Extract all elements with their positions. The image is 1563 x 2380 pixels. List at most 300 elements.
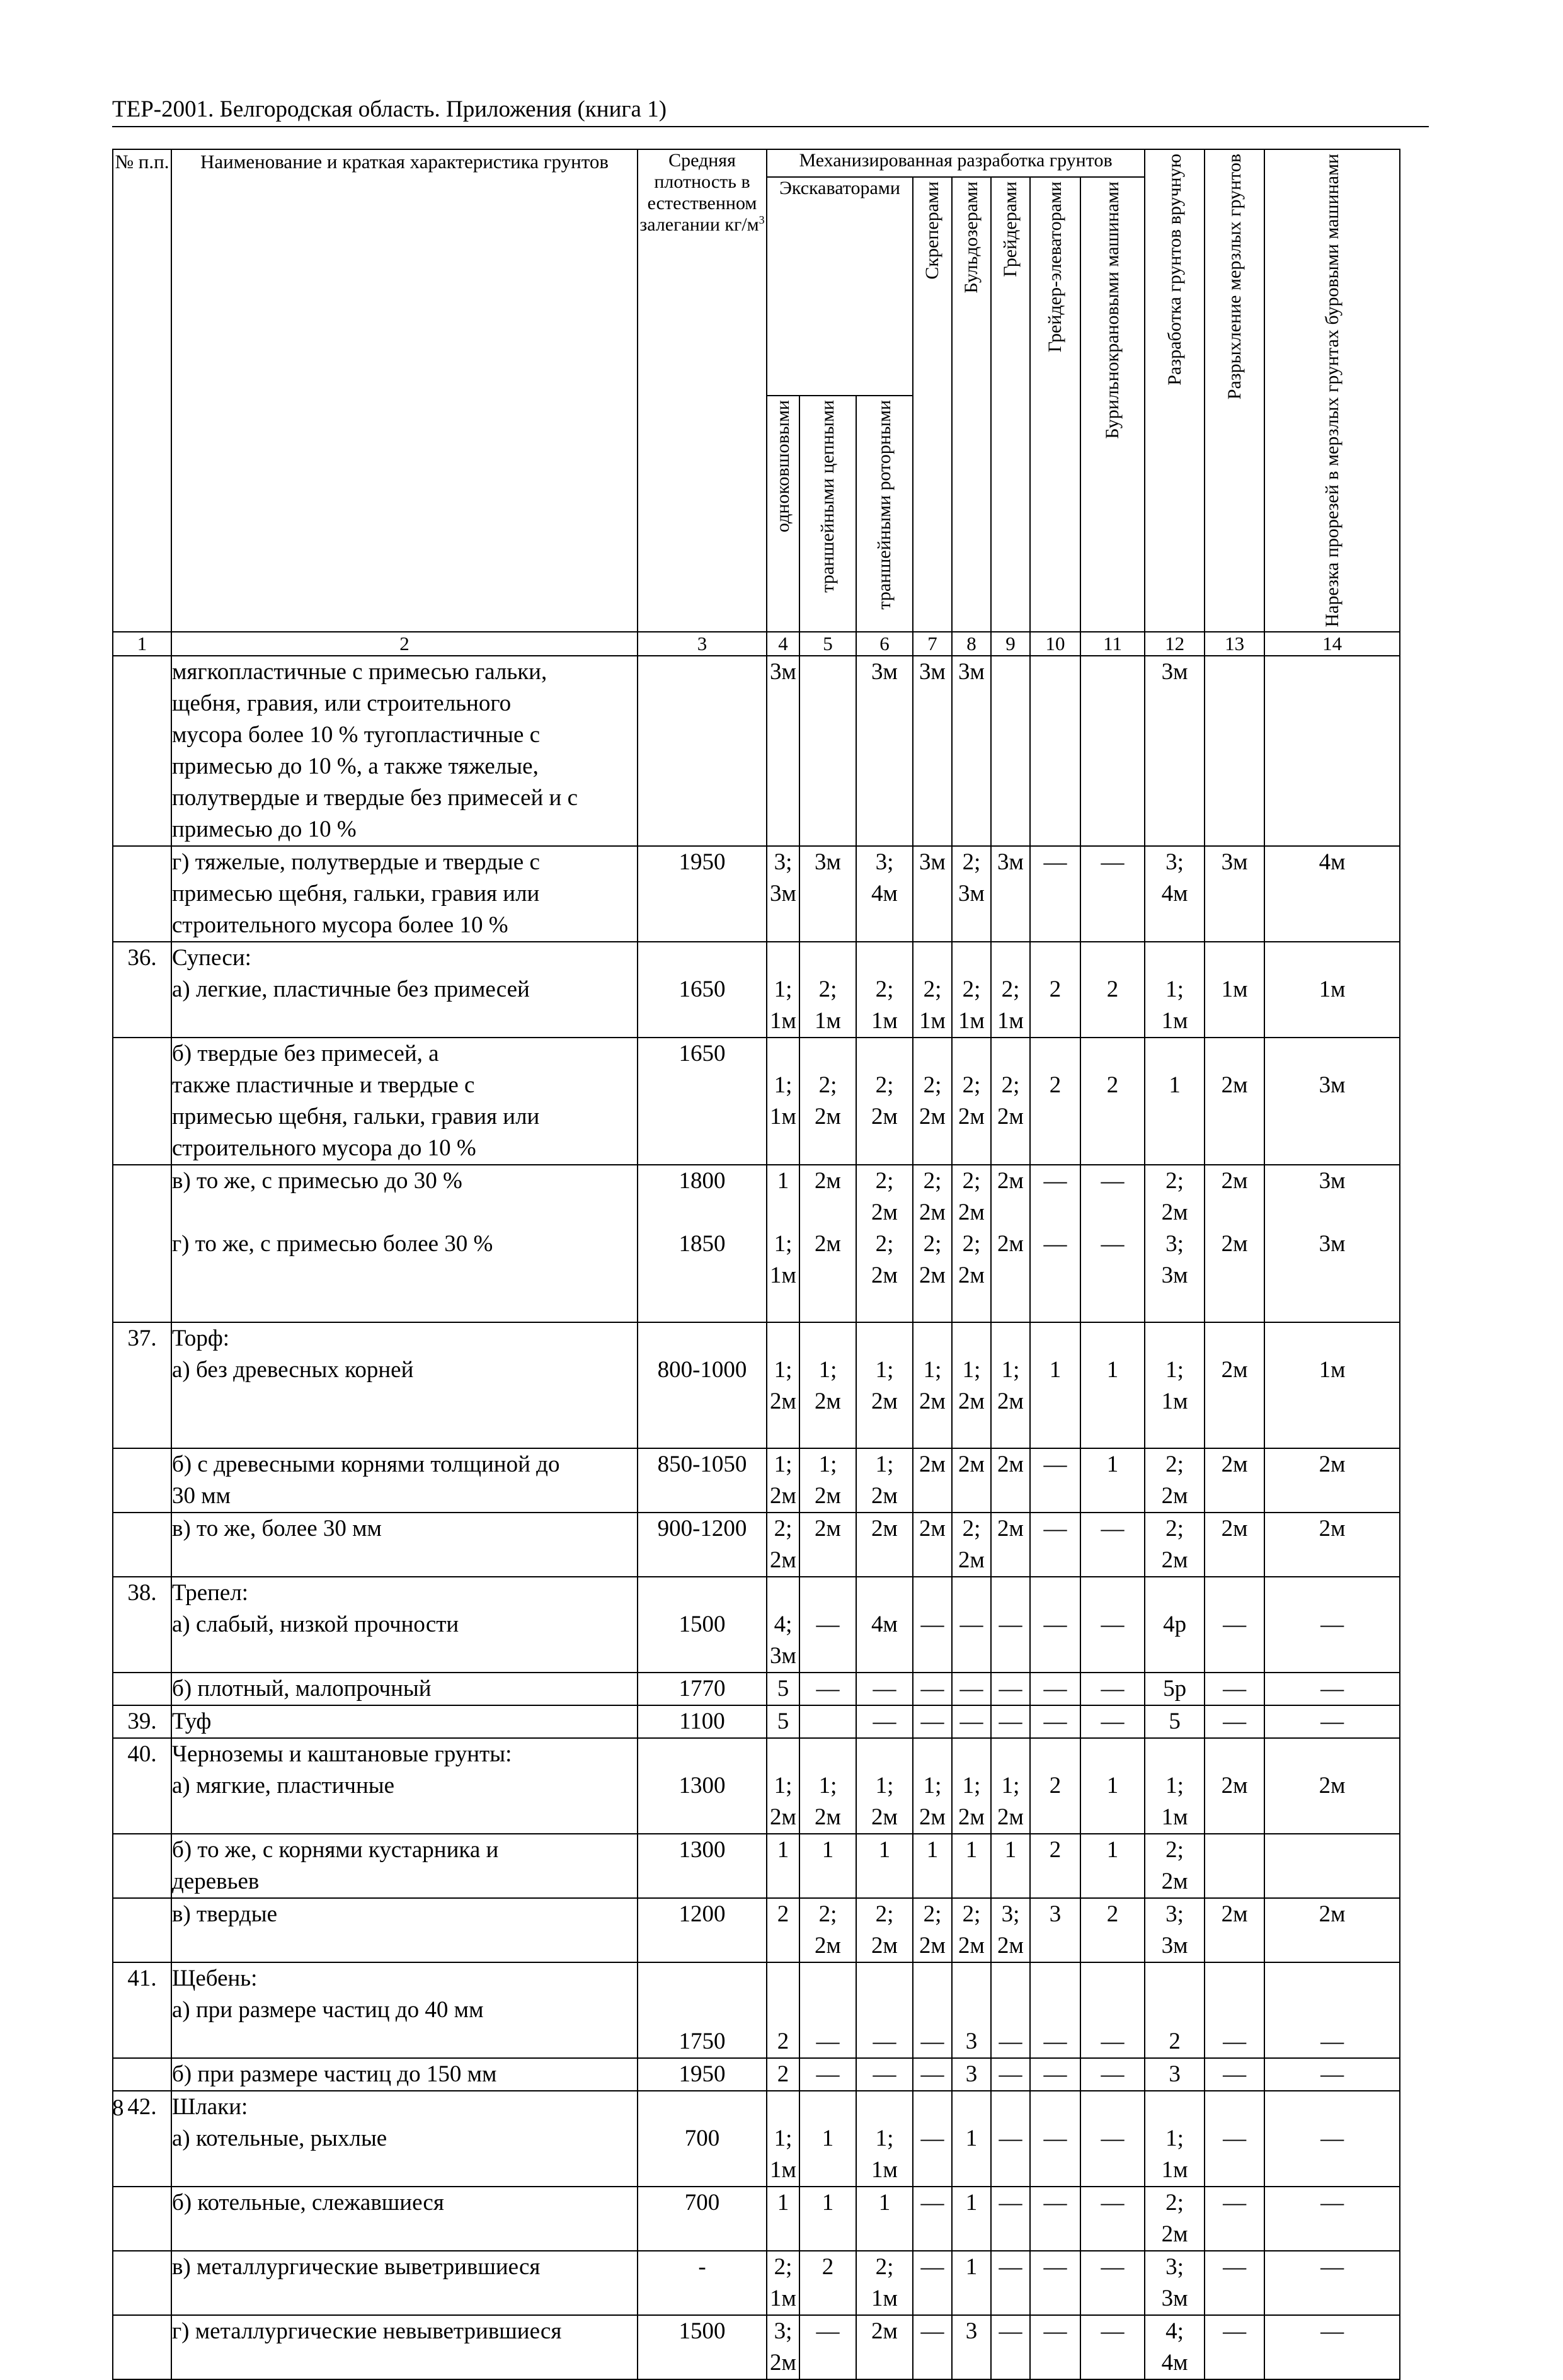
method-value — [1264, 2251, 1400, 2315]
method-value-text: 2м — [770, 1482, 796, 1509]
method-value-text: 1; — [774, 2125, 793, 2151]
soil-name-line: примесью до 10 % — [172, 816, 357, 842]
method-value-text: 3м — [958, 880, 985, 907]
soil-name-line: а) легкие, пластичные без примесей — [172, 976, 530, 1002]
column-number: 6 — [856, 632, 913, 656]
method-value — [991, 1738, 1030, 1834]
method-value-text: — — [1101, 2028, 1125, 2054]
method-value — [913, 1577, 952, 1673]
method-value-text: 1; — [774, 1772, 793, 1799]
method-value-text: 2; — [1001, 1072, 1020, 1098]
col-header-scrapers-text: Скреперами — [922, 181, 942, 280]
method-value-text: — — [873, 1708, 896, 1734]
method-value-text: 2м — [919, 1451, 946, 1477]
method-value — [1145, 2187, 1205, 2251]
method-value-text: 2; — [875, 1072, 894, 1098]
method-value — [799, 1513, 856, 1577]
row-number — [113, 846, 171, 942]
method-value-text: 2; — [923, 976, 942, 1002]
soil-name — [171, 1513, 638, 1577]
method-value-text: — — [1101, 2189, 1125, 2216]
method-value — [1205, 1038, 1264, 1165]
method-value — [1080, 1898, 1145, 1962]
soil-name-line: также пластичные и твердые с — [172, 1072, 475, 1098]
method-value-text: 3; — [1165, 1230, 1184, 1257]
method-value-text: — — [1320, 2189, 1344, 2216]
method-value — [991, 1962, 1030, 2058]
column-number: 4 — [767, 632, 799, 656]
method-value — [952, 846, 991, 942]
method-value-text: — — [1043, 1611, 1067, 1637]
method-value-text: 2м — [770, 1804, 796, 1830]
method-value — [799, 942, 856, 1038]
soil-name-line: полутвердые и твердые без примесей и с — [172, 784, 578, 811]
method-value-text: 2м — [815, 1103, 841, 1130]
method-value — [799, 1898, 856, 1962]
method-value — [1080, 1322, 1145, 1448]
soil-name-line: б) котельные, слежавшиеся — [172, 2189, 444, 2216]
method-value — [991, 1898, 1030, 1962]
method-value-text: — — [1043, 1230, 1067, 1257]
method-value — [1030, 1834, 1080, 1898]
method-value-text: 2; — [774, 1515, 793, 1542]
method-value — [1205, 1738, 1264, 1834]
method-value — [1080, 1448, 1145, 1513]
method-value-text: — — [1320, 1708, 1344, 1734]
method-value-text: 3м — [770, 880, 796, 907]
method-value-text: 1 — [1004, 1836, 1017, 1863]
method-value — [913, 2251, 952, 2315]
method-value-text: 1м — [871, 2156, 898, 2183]
col-header-density-sup: 3 — [759, 214, 765, 226]
row-number — [113, 1038, 171, 1165]
col-header-density — [638, 149, 767, 632]
method-value — [991, 1577, 1030, 1673]
method-value-text: 1; — [875, 1772, 894, 1799]
method-value-text: 1; — [923, 1356, 942, 1383]
method-value — [1205, 656, 1264, 846]
method-value — [991, 1448, 1030, 1513]
method-value — [1145, 846, 1205, 942]
table-row — [113, 656, 1400, 846]
col-header-name: Наименование и краткая характеристика грунтов — [171, 149, 638, 632]
method-value-text: 2м — [997, 1167, 1024, 1194]
method-value-text: 2 — [1106, 976, 1119, 1002]
method-value-text: 1; — [818, 1356, 837, 1383]
soil-name-line: б) при размере частиц до 150 мм — [172, 2061, 497, 2087]
method-value-text: — — [1223, 2028, 1247, 2054]
table-row — [113, 942, 1400, 1038]
method-value — [952, 656, 991, 846]
method-value-text: 1 — [965, 1836, 978, 1863]
method-value-text: 1 — [1106, 1356, 1119, 1383]
row-number — [113, 1898, 171, 1962]
method-value-text: 1м — [770, 1007, 796, 1034]
method-value — [1264, 1165, 1400, 1322]
density-value — [638, 1322, 767, 1448]
method-value-text: 2; — [962, 1072, 981, 1098]
method-value-text: 2м — [871, 1262, 898, 1288]
method-value-text: — — [816, 1611, 840, 1637]
soil-name — [171, 1738, 638, 1834]
soil-name — [171, 656, 638, 846]
method-value-text: — — [920, 1611, 944, 1637]
method-value-text: — — [1043, 2189, 1067, 2216]
method-value-text: 2м — [1161, 1199, 1188, 1225]
method-value-text: — — [1320, 1611, 1344, 1637]
soil-name — [171, 1448, 638, 1513]
method-value-text: 2; — [1165, 2189, 1184, 2216]
column-number: 1 — [113, 632, 171, 656]
soil-name-line: а) мягкие, пластичные — [172, 1772, 395, 1799]
method-value-text: 2м — [815, 1804, 841, 1830]
method-value-text: 2м — [1221, 1167, 1248, 1194]
method-value-text: 2м — [919, 1804, 946, 1830]
column-number: 13 — [1205, 632, 1264, 656]
method-value — [913, 2187, 952, 2251]
method-value — [1145, 2058, 1205, 2091]
method-value — [767, 1038, 799, 1165]
method-value-text: 1 — [822, 2189, 834, 2216]
soil-name-line: а) котельные, рыхлые — [172, 2125, 387, 2151]
method-value-text: — — [1101, 1230, 1125, 1257]
method-value — [799, 2187, 856, 2251]
method-value-text: 1м — [770, 2285, 796, 2311]
column-number: 2 — [171, 632, 638, 656]
row-number — [113, 2251, 171, 2315]
method-value — [1145, 1322, 1205, 1448]
method-value — [952, 1834, 991, 1898]
density-text: 800-1000 — [657, 1356, 747, 1383]
method-value-text: 1м — [770, 1262, 796, 1288]
col-header-cutting — [1264, 149, 1400, 632]
method-value — [799, 656, 856, 846]
density-value — [638, 1705, 767, 1738]
method-value-text: — — [1320, 2028, 1344, 2054]
method-value-text: 1 — [1106, 1836, 1119, 1863]
method-value — [913, 1705, 952, 1738]
density-value — [638, 2187, 767, 2251]
method-value-text: 2м — [1221, 1901, 1248, 1927]
method-value — [1205, 1513, 1264, 1577]
method-value — [1264, 1834, 1400, 1898]
page-number: 8 — [112, 2095, 124, 2121]
method-value-text: 5 — [1169, 1708, 1181, 1734]
method-value-text: 2 — [1049, 1836, 1062, 1863]
method-value — [913, 1673, 952, 1705]
method-value — [799, 2251, 856, 2315]
method-value — [991, 1165, 1030, 1322]
method-value-text: 3 — [1169, 2061, 1181, 2087]
method-value — [1205, 1165, 1264, 1322]
method-value-text: 2м — [919, 1103, 946, 1130]
method-value-text: 1 — [1049, 1356, 1062, 1383]
method-value-text: 4; — [774, 1611, 793, 1637]
method-value — [1145, 1705, 1205, 1738]
header-rule — [112, 126, 1429, 127]
method-value-text: 1 — [1169, 1072, 1181, 1098]
method-value-text: 2м — [1319, 1451, 1346, 1477]
density-text: 700 — [684, 2189, 720, 2216]
method-value-text: 2; — [962, 1515, 981, 1542]
method-value-text: — — [816, 2061, 840, 2087]
method-value — [799, 1834, 856, 1898]
method-value-text: — — [1320, 2061, 1344, 2087]
method-value — [991, 1834, 1030, 1898]
col-header-manual-text: Разработка грунтов вручную — [1164, 154, 1185, 386]
method-value-text: — — [816, 2028, 840, 2054]
method-value — [1030, 2187, 1080, 2251]
method-value-text: — — [999, 1708, 1022, 1734]
method-value — [1080, 1673, 1145, 1705]
method-value — [1145, 1577, 1205, 1673]
method-value — [913, 1738, 952, 1834]
method-value — [913, 2091, 952, 2187]
soil-name — [171, 2058, 638, 2091]
method-value-text: — — [1101, 2061, 1125, 2087]
method-value-text: — — [920, 2189, 944, 2216]
method-value — [1145, 656, 1205, 846]
col-header-grader-elevators-text: Грейдер-элеваторами — [1045, 181, 1065, 353]
soil-name-line: деревьев — [172, 1868, 260, 1894]
density-text: 1850 — [678, 1230, 726, 1257]
col-header-scrapers — [913, 177, 952, 632]
method-value — [1264, 2058, 1400, 2091]
density-value — [638, 1738, 767, 1834]
method-value — [799, 2091, 856, 2187]
density-value — [638, 1165, 767, 1322]
value-spacer — [1031, 1197, 1080, 1228]
soil-name-line: Шлаки: — [172, 2093, 248, 2120]
method-value — [1264, 1322, 1400, 1448]
method-value — [1205, 1322, 1264, 1448]
col-header-manual — [1145, 149, 1205, 632]
method-value-text: 2м — [871, 1932, 898, 1959]
method-value-text: 1м — [871, 2285, 898, 2311]
method-value — [1205, 846, 1264, 942]
soil-name-line: примесью щебня, гальки, гравия или — [172, 880, 540, 907]
col-header-single-bucket-text: одноковшовыми — [772, 399, 793, 532]
value-spacer — [1265, 1197, 1399, 1228]
method-value — [1145, 1738, 1205, 1834]
method-value — [1264, 2187, 1400, 2251]
method-value — [913, 1448, 952, 1513]
method-value-text: 5 — [777, 1675, 789, 1702]
method-value — [767, 1165, 799, 1322]
method-value-text: 2; — [1001, 976, 1020, 1002]
density-text: 1500 — [678, 1611, 726, 1637]
density-text: 1300 — [678, 1772, 726, 1799]
density-text: 1950 — [678, 2061, 726, 2087]
col-header-trench-chain — [799, 396, 856, 632]
method-value — [767, 1577, 799, 1673]
table-row — [113, 2091, 1400, 2187]
method-value — [952, 1962, 991, 2058]
soil-name — [171, 1038, 638, 1165]
method-value-text: 2; — [818, 1901, 837, 1927]
soil-name-line: строительного мусора более 10 % — [172, 912, 508, 938]
method-value-text: 4; — [1165, 2318, 1184, 2344]
method-value-text: 2м — [958, 1932, 985, 1959]
method-value-text: 2м — [815, 1482, 841, 1509]
method-value-text: — — [920, 2061, 944, 2087]
method-value — [856, 1038, 913, 1165]
density-value — [638, 1834, 767, 1898]
method-value-text: 3; — [875, 849, 894, 875]
method-value — [1205, 1673, 1264, 1705]
method-value-text: 3 — [965, 2061, 978, 2087]
method-value-text: — — [999, 1611, 1022, 1637]
method-value — [1264, 1738, 1400, 1834]
method-value-text: 1 — [965, 2253, 978, 2280]
row-number: 36. — [113, 942, 171, 1038]
col-header-cutting-text: Нарезка прорезей в мерзлых грунтах буровыми машинами — [1321, 154, 1343, 627]
method-value-text: 2м — [919, 1932, 946, 1959]
soil-name-line: б) с древесными корнями толщиной до — [172, 1451, 560, 1477]
method-value — [1264, 1898, 1400, 1962]
method-value-text: — — [1043, 2028, 1067, 2054]
density-text: 1650 — [678, 1040, 726, 1067]
method-value — [1264, 1705, 1400, 1738]
soil-name — [171, 1577, 638, 1673]
method-value-text: 1м — [871, 1007, 898, 1034]
method-value-text: 2м — [958, 1451, 985, 1477]
method-value — [1205, 942, 1264, 1038]
method-value-text: 2; — [962, 1230, 981, 1257]
method-value-text: — — [873, 2028, 896, 2054]
method-value — [856, 1673, 913, 1705]
method-value-text: 2; — [1165, 1515, 1184, 1542]
method-value-text: 2м — [815, 1167, 841, 1194]
density-value — [638, 1448, 767, 1513]
soil-name — [171, 1898, 638, 1962]
method-value — [1030, 2091, 1080, 2187]
method-value-text: 1; — [923, 1772, 942, 1799]
density-text: - — [698, 2253, 706, 2280]
method-value-text: 4м — [871, 1611, 898, 1637]
soil-name-line: Супеси: — [172, 944, 251, 971]
method-value-text: 3м — [1161, 2285, 1188, 2311]
method-value-text: 1м — [1319, 1356, 1346, 1383]
method-value-text: 2; — [923, 1901, 942, 1927]
density-value — [638, 2251, 767, 2315]
method-value-text: 2; — [875, 2253, 894, 2280]
method-value — [1030, 2315, 1080, 2379]
method-value-text: 2м — [871, 1103, 898, 1130]
value-spacer — [767, 1197, 799, 1228]
density-text: 700 — [684, 2125, 720, 2151]
method-value-text: — — [1101, 2253, 1125, 2280]
method-value — [1145, 1673, 1205, 1705]
method-value-text: — — [1043, 1515, 1067, 1542]
method-value-text: — — [1320, 2253, 1344, 2280]
row-number — [113, 1513, 171, 1577]
table-row — [113, 1738, 1400, 1834]
method-value — [1264, 656, 1400, 846]
method-value-text: — — [816, 1675, 840, 1702]
method-value-text: 2м — [1161, 1868, 1188, 1894]
method-value — [1080, 1513, 1145, 1577]
method-value-text: 2; — [962, 976, 981, 1002]
method-value — [856, 2187, 913, 2251]
soil-name — [171, 1322, 638, 1448]
soil-name-line: в) то же, более 30 мм — [172, 1515, 382, 1542]
column-number: 14 — [1264, 632, 1400, 656]
soil-name-line: Трепел: — [172, 1579, 249, 1606]
column-number: 9 — [991, 632, 1030, 656]
method-value-text: 2м — [1161, 1482, 1188, 1509]
method-value — [1030, 2251, 1080, 2315]
method-value-text: 2м — [1221, 1072, 1248, 1098]
table-row — [113, 846, 1400, 942]
method-value-text: 1 — [965, 2189, 978, 2216]
method-value-text: 1; — [1165, 976, 1184, 1002]
method-value — [799, 1705, 856, 1738]
method-value-text: 2 — [777, 2028, 789, 2054]
method-value-text: 1м — [815, 1007, 841, 1034]
method-value — [1205, 2187, 1264, 2251]
method-value — [1030, 1962, 1080, 2058]
method-value — [767, 1705, 799, 1738]
method-value — [767, 1962, 799, 2058]
density-text: 850-1050 — [657, 1451, 747, 1477]
method-value — [767, 2058, 799, 2091]
method-value — [913, 2315, 952, 2379]
density-text: 1100 — [679, 1708, 725, 1734]
method-value-text: 1 — [1106, 1451, 1119, 1477]
method-value-text: — — [1043, 1167, 1067, 1194]
soil-classification-table — [112, 149, 1400, 2380]
method-value — [856, 1834, 913, 1898]
row-number — [113, 1834, 171, 1898]
table-row — [113, 1513, 1400, 1577]
soil-name — [171, 2251, 638, 2315]
soil-name — [171, 2187, 638, 2251]
method-value-text: 1 — [822, 2125, 834, 2151]
method-value-text: 1м — [1319, 976, 1346, 1002]
method-value — [1080, 1705, 1145, 1738]
method-value-text: — — [920, 1675, 944, 1702]
method-value — [767, 846, 799, 942]
method-value — [1145, 1165, 1205, 1322]
column-number: 11 — [1080, 632, 1145, 656]
soil-name-line: б) то же, с корнями кустарника и — [172, 1836, 499, 1863]
density-value — [638, 2091, 767, 2187]
method-value — [1205, 1705, 1264, 1738]
table-row — [113, 2058, 1400, 2091]
method-value-text: 2 — [777, 1901, 789, 1927]
col-header-single-bucket — [767, 396, 799, 632]
method-value — [952, 2251, 991, 2315]
method-value-text: 4р — [1163, 1611, 1187, 1637]
method-value-text: 2м — [871, 1199, 898, 1225]
method-value — [856, 1513, 913, 1577]
method-value-text: — — [1223, 1611, 1247, 1637]
soil-name — [171, 846, 638, 942]
column-number: 7 — [913, 632, 952, 656]
soil-name-line: а) без древесных корней — [172, 1356, 414, 1383]
method-value — [856, 1448, 913, 1513]
method-value — [991, 1705, 1030, 1738]
col-header-trench-rotor — [856, 396, 913, 632]
method-value-text: — — [1320, 1675, 1344, 1702]
method-value-text: — — [959, 1675, 983, 1702]
col-header-drill-crane — [1080, 177, 1145, 632]
method-value-text: 1; — [774, 1451, 793, 1477]
method-value — [952, 2058, 991, 2091]
method-value-text: 2; — [875, 976, 894, 1002]
method-value — [799, 1322, 856, 1448]
